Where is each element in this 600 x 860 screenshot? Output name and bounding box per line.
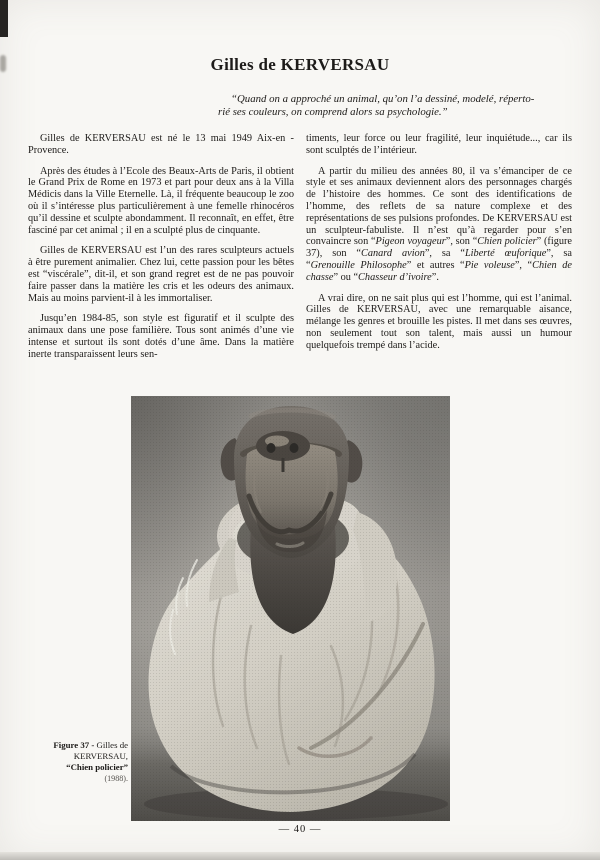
- page-title: Gilles de KERVERSAU: [210, 55, 390, 74]
- caption-line: Figure 37 - Gilles de: [53, 740, 128, 750]
- scan-artifact-bottom: [0, 852, 600, 860]
- column-right: [306, 133, 572, 361]
- quote-line: “Quand on a approché un animal, qu’on l’a dessiné, modelé, réperto-: [231, 93, 535, 105]
- paragraph: Gilles de KERVERSAU est l’un des rares sculpteurs actuels à être purement animalier. Chez lui, cette passion pour les bêtes est “viscérale”, dit-il, et son grand regret est de ne pas pouvoir faire passer dans la matière les cris et les odeurs des animaux. Mais au moins parvient-il à les immortaliser.: [28, 245, 294, 304]
- sculpture-photo: [131, 396, 450, 821]
- paragraph: timents, leur force ou leur fragilité, leur inquiétude..., car ils sont sculptés de l’intérieur.: [306, 133, 572, 156]
- scan-artifact-top-left: [0, 0, 8, 37]
- caption-line: KERVERSAU,: [73, 751, 128, 761]
- quote-line: rié ses couleurs, on comprend alors sa psychologie.”: [218, 106, 448, 119]
- column-left: [28, 133, 294, 370]
- paragraph: Après des études à l’Ecole des Beaux-Arts de Paris, il obtient le Grand Prix de Rome en 1973 et part pour deux ans à la Villa Médicis dans la Ville Eternelle. Là, il fréquente beaucoup le zoo où il s’intéresse plus particulièrement à une femelle rhinocéros qu’il dessine et sculpte abondamment. Il reconnaît, en effet, être fasciné par cet animal ; il en a sculpté plus de cinquante.: [28, 165, 294, 236]
- figure-caption: [36, 740, 128, 784]
- paragraph: Jusqu’en 1984-85, son style est figuratif et il sculpte des animaux dans une pose familière. Tous sont animés d’une vie intense et surtout ils sont dotés d’une âme. Dans la matière inerte transparaissent leurs sen-: [28, 313, 294, 360]
- paragraph: A partir du milieu des années 80, il va s’émanciper de ce style et ses animaux deviennent alors des personnages chargés de l’histoire des hommes. Ce sont des identifications de l’homme, des reflets de sa nature complexe et des représentations de ses pulsions profondes. De KERVERSAU est un sculpteur-fabuliste. Il n’est qu’à regarder pour s’en convaincre son “Pigeon voyageur”, son “Chien policier” (figure 37), son “Canard avion”, sa “Liberté œuforique”, sa “Grenouille Philosophe” et autres “Pie voleuse”, “Chien de chasse” ou “Chasseur d’ivoire”.: [306, 165, 573, 283]
- page-number: — 40 —: [278, 824, 322, 835]
- sculpture-photo-figure: [131, 396, 450, 821]
- caption-line: (1988).: [104, 774, 128, 783]
- paragraph: Gilles de KERVERSAU est né le 13 mai 1949 Aix-en - Provence.: [28, 133, 294, 156]
- caption-line: “Chien policier”: [66, 762, 128, 772]
- paragraph: A vrai dire, on ne sait plus qui est l’homme, qui est l’animal. Gilles de KERVERSAU, avec une remarquable aisance, mélange les genres et brouille les pistes. Il met dans ses œuvres, non seulement tout son talent, mais aussi un humour quelquefois trempé dans l’acide.: [306, 292, 572, 351]
- epigraph-quote: [218, 93, 570, 120]
